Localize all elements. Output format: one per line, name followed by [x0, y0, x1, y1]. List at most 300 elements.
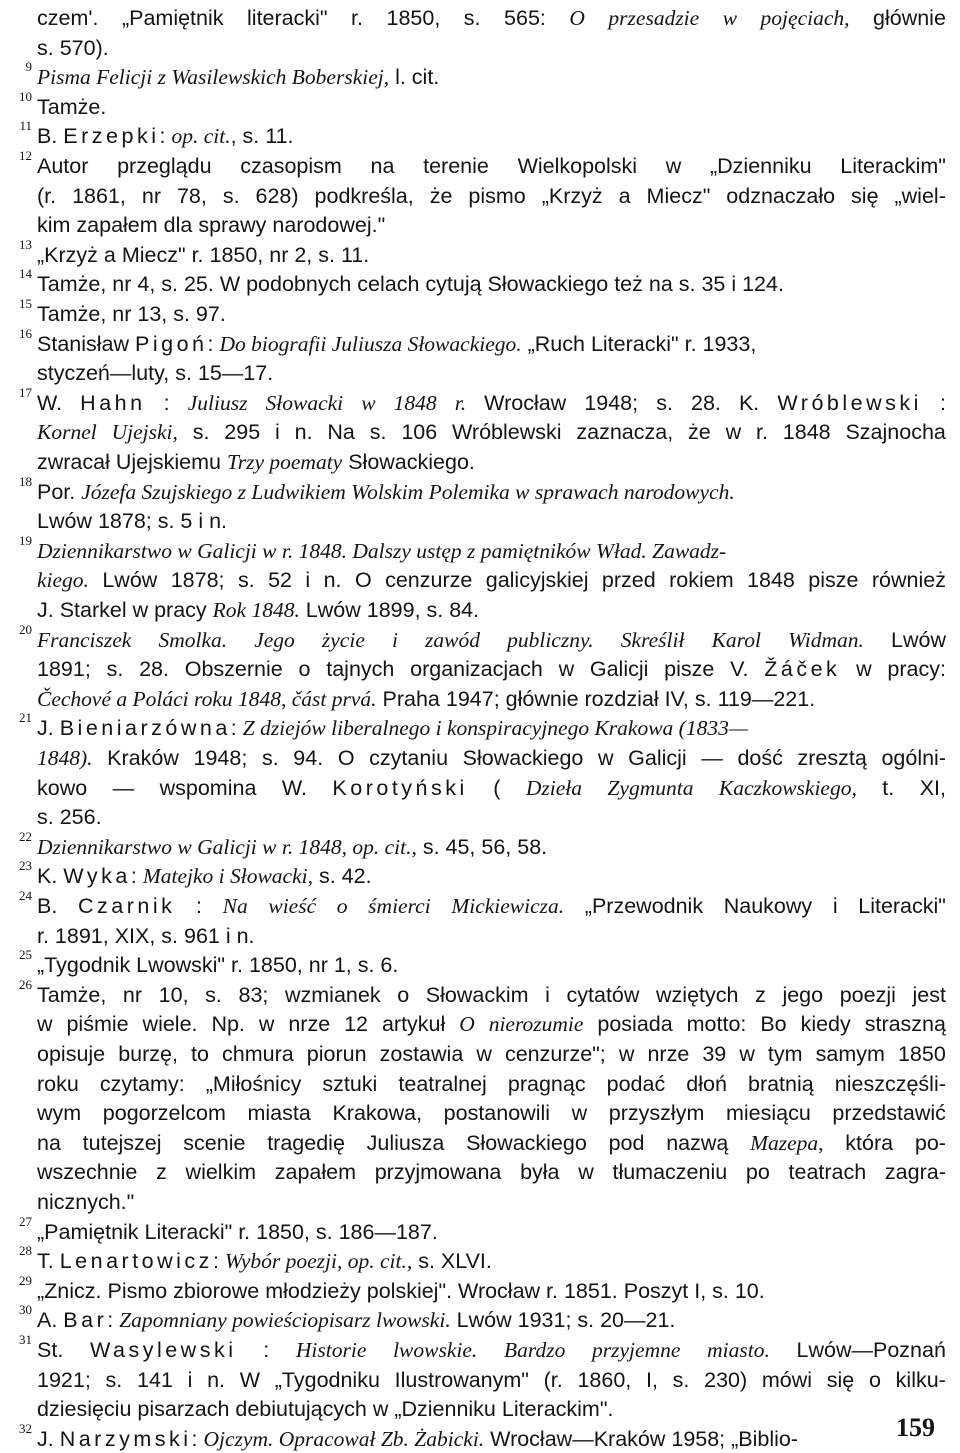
footnote-segment: r. 1891, XIX, s. 961 i n.: [37, 923, 255, 948]
footnote-text: [37, 182, 946, 210]
footnote-word: straszną: [864, 1012, 946, 1037]
footnote-segment: Lwów 1878; s. 5 i n.: [37, 509, 228, 534]
footnote-word: s.: [205, 982, 222, 1007]
footnote-word: Mazepa,: [750, 1130, 824, 1155]
footnote-word: „Miłośnicy: [205, 1071, 302, 1096]
footnote-word: s.: [105, 1367, 123, 1392]
footnote-word: XI,: [919, 775, 946, 800]
footnote-word: s.: [222, 183, 240, 208]
footnote-word: że: [429, 183, 453, 208]
footnote-word: jest: [912, 982, 946, 1007]
footnote-word: nr: [141, 183, 161, 208]
footnote-word: 39: [702, 1042, 727, 1066]
footnote-word: kowo: [37, 775, 88, 800]
footnote-word: r.: [351, 6, 363, 30]
footnote-word: r.: [454, 390, 467, 415]
footnote-word: tajnych: [326, 657, 395, 682]
footnote-word: Krakowa,: [332, 1101, 423, 1126]
footnote-word: Kraków: [107, 746, 179, 770]
footnote-word: (r.: [37, 183, 57, 208]
footnote-word: i: [275, 420, 280, 445]
footnote-segment: Narzymski: [59, 1426, 192, 1451]
footnote-segment: J. Starkel w pracy: [37, 598, 213, 622]
footnote-word: podkreśla,: [314, 183, 414, 208]
footnote-word: 1948;: [193, 746, 248, 770]
footnote-text: [37, 211, 385, 239]
footnote-word: pojęciach,: [760, 6, 850, 30]
footnote-word: Hahn: [80, 390, 146, 415]
footnote-word: nazwą: [666, 1130, 729, 1155]
footnote-word: :: [163, 390, 170, 415]
footnote-segment: , s. 11.: [230, 124, 294, 149]
footnote-word: kilku-: [895, 1367, 946, 1392]
footnote-word: a: [618, 183, 631, 208]
footnote-segment: Z dziejów liberalnego i konspiracyjnego Krakowa (1833—: [242, 716, 748, 741]
footnote-text: [37, 685, 815, 713]
footnote-word: 1850,: [386, 6, 441, 30]
footnote-word: t.: [882, 775, 895, 800]
footnote-segment: Lenartowicz: [59, 1249, 213, 1274]
footnote-number: 23: [19, 858, 32, 874]
page-number: 159: [896, 1413, 935, 1442]
footnote-word: sztuki: [322, 1071, 378, 1096]
footnote-word: wielkim: [185, 1160, 257, 1185]
footnote-text: [37, 862, 372, 890]
footnote-text: [37, 1366, 946, 1394]
footnote-word: przyjemne: [592, 1338, 681, 1362]
footnote-segment: Čechové a Poláci roku 1848, část prvá.: [37, 686, 377, 711]
footnote-text: [37, 626, 946, 654]
footnote-word: cenzurze: [385, 568, 473, 593]
footnote-number: 30: [19, 1302, 32, 1318]
footnote-segment: Dziennikarstwo w Galicji w r. 1848, op. cit.,: [37, 834, 417, 859]
footnote-text: [37, 63, 439, 91]
footnote-segment: s. 570).: [37, 35, 109, 60]
footnote-word: Historie: [295, 1338, 367, 1362]
footnote-segment: Do biografii Juliusza Słowackiego.: [219, 331, 522, 356]
footnote-word: o: [397, 982, 410, 1007]
footnote-segment: Dziennikarstwo w Galicji w r. 1848. Dalszy ustęp z pamiętników Wład. Zawadz-: [37, 538, 727, 563]
footnote-segment: Wrocław—Kraków 1958; „Biblio-: [484, 1426, 799, 1451]
footnote-word: teatralnej: [398, 1071, 487, 1096]
footnote-word: śmierci: [368, 894, 431, 918]
footnote-word: pod: [608, 1130, 645, 1155]
footnote-word: 83;: [238, 982, 269, 1007]
footnote-word: podać: [606, 1071, 666, 1096]
footnote-segment: s. 45, 56, 58.: [416, 834, 548, 859]
footnote-word: o: [868, 1367, 881, 1392]
footnote-word: posiada: [597, 1012, 673, 1037]
footnote-word: tłumaczeniu: [612, 1160, 728, 1185]
footnote-word: Tamże,: [37, 982, 107, 1007]
footnote-word: samym: [815, 1042, 885, 1066]
footnote-word: pragnąc: [507, 1071, 586, 1096]
footnote-word: zapałem: [274, 1160, 356, 1185]
footnote-word: W: [239, 1367, 261, 1392]
footnote-number: 9: [25, 59, 32, 75]
footnote-text: [37, 1010, 946, 1038]
footnote-segment: s. 42.: [312, 864, 372, 889]
footnote-text: [37, 270, 784, 298]
footnote-word: 565:: [504, 6, 546, 30]
footnote-segment: Matejko i Słowacki,: [142, 864, 313, 889]
footnote-number: 21: [19, 710, 32, 726]
footnote-text: [37, 1395, 613, 1423]
footnote-segment: J.: [37, 716, 60, 741]
footnote-word: po: [745, 1160, 770, 1185]
footnote-word: przyjmowana: [374, 1160, 502, 1185]
footnote-word: „Tygodniku: [274, 1367, 380, 1392]
footnote-word: s.: [192, 420, 210, 445]
footnote-word: motto:: [686, 1012, 747, 1037]
footnote-segment: „Ruch Literacki" r. 1933,: [521, 331, 757, 356]
footnote-number: 25: [19, 947, 32, 963]
footnote-word: Wielkopolski: [517, 154, 638, 178]
footnote-word: Lwów: [891, 627, 946, 652]
footnote-text: [37, 951, 398, 979]
footnote-number: 15: [19, 296, 32, 311]
footnote-word: jego: [782, 982, 824, 1007]
footnote-text: [37, 1129, 946, 1157]
footnote-segment: Por.: [37, 479, 82, 504]
footnote-number: 32: [19, 1420, 32, 1436]
footnote-word: czem'.: [37, 6, 99, 30]
footnote-number: 28: [19, 1243, 32, 1259]
footnote-word: wzmianek: [285, 982, 381, 1007]
footnote-text: [37, 1425, 798, 1453]
footnote-word: Widman.: [788, 627, 864, 652]
footnote-segment: K.: [37, 864, 64, 889]
footnote-word: Kornel: [37, 420, 97, 445]
footnote-word: w: [571, 1101, 588, 1126]
footnote-word: pisze: [808, 568, 859, 593]
footnote-word: Ilustrowanym": [394, 1367, 529, 1392]
footnote-word: St.: [37, 1338, 64, 1362]
footnote-text: [37, 418, 946, 446]
footnote-word: Juliusza: [366, 1130, 445, 1155]
footnote-word: 52: [268, 568, 292, 593]
footnote-word: s.: [106, 657, 124, 682]
footnote-text: [37, 1247, 492, 1275]
footnote-word: scenie: [183, 1130, 246, 1155]
footnote-number: 12: [19, 148, 32, 163]
footnote-word: nrze: [647, 1042, 690, 1066]
footnote-word: tragedię: [267, 1130, 345, 1155]
footnote-segment: Wybór poezji, op. cit.,: [224, 1249, 413, 1274]
footnote-word: że: [688, 420, 711, 445]
footnote-word: 230): [704, 1367, 748, 1392]
footnote-word: się: [826, 1367, 855, 1392]
footnote-word: mówi: [761, 1367, 813, 1392]
footnote-word: zostawia: [379, 1042, 464, 1066]
footnote-word: 106: [401, 420, 438, 445]
footnote-word: piśmie: [66, 1012, 129, 1037]
footnote-segment: :: [107, 1308, 120, 1333]
footnote-word: przed: [601, 568, 656, 593]
footnote-word: O: [569, 6, 585, 30]
footnote-word: przeglądu: [117, 154, 212, 178]
footnote-word: (: [493, 775, 501, 800]
footnote-segment: Bar: [63, 1308, 108, 1333]
footnote-word: odznaczało: [726, 183, 836, 208]
footnote-segment: Tamże.: [37, 94, 107, 119]
footnote-word: „Krzyż: [541, 183, 603, 208]
footnote-word: —: [701, 746, 723, 770]
footnote-word: o: [336, 894, 348, 918]
footnote-word: „Dzienniku: [710, 154, 812, 178]
footnote-word: organizacjach: [410, 657, 543, 682]
footnote-word: nrze: [288, 1012, 331, 1037]
footnote-word: Zygmunta: [607, 775, 694, 800]
footnote-segment: Pisma Felicji z Wasilewskich Boberskiej,: [37, 65, 390, 90]
footnote-segment: „Tygodnik Lwowski" r. 1850, nr 1, s. 6.: [37, 953, 399, 978]
footnote-word: 141: [136, 1367, 173, 1392]
footnote-word: w: [739, 1042, 755, 1066]
footnote-word: publiczny.: [507, 627, 594, 652]
footnote-word: o: [298, 657, 311, 682]
footnote-word: :: [939, 390, 946, 415]
footnote-word: pogorzelcom: [102, 1101, 226, 1126]
footnote-segment: Lwów 1931; s. 20—21.: [450, 1308, 676, 1333]
footnote-word: 1848: [782, 420, 831, 445]
footnote-word: z: [156, 1160, 167, 1185]
footnote-number: 11: [19, 118, 32, 134]
footnote-text: [37, 1040, 946, 1068]
footnote-word: Słowackim: [425, 982, 529, 1007]
footnote-word: „wiel-: [894, 183, 946, 208]
footnote-word: Słowackiego: [462, 746, 584, 770]
footnote-word: O: [354, 568, 372, 593]
footnote-segment: Trzy poematy: [226, 450, 343, 474]
footnote-word: opisuje: [37, 1042, 106, 1066]
footnote-word: Czarnik: [77, 894, 176, 918]
footnote-text: [37, 1277, 765, 1305]
footnote-word: Na: [327, 420, 355, 445]
footnote-word: w: [476, 1042, 492, 1066]
footnote-word: bratnią: [747, 1071, 814, 1096]
footnote-segment: Pigoń: [135, 331, 208, 356]
footnote-text: [37, 300, 226, 328]
footnote-segment: :: [159, 124, 172, 149]
footnote-text: [37, 507, 227, 535]
footnote-word: r.: [755, 420, 768, 445]
footnote-word: s.: [672, 1367, 690, 1392]
footnote-word: Jego: [254, 627, 295, 652]
footnote-word: w: [598, 746, 614, 770]
footnote-segment: :: [191, 1426, 204, 1451]
footnote-word: „Przewodnik: [584, 894, 704, 918]
footnote-word: Szajnocha: [845, 420, 946, 445]
footnote-segment: :: [230, 716, 243, 741]
footnote-word: Literacki": [858, 894, 946, 918]
footnote-number: 27: [19, 1213, 32, 1229]
footnote-text: [37, 1158, 946, 1186]
footnote-text: [37, 93, 106, 121]
footnote-segment: op. cit.: [171, 124, 231, 149]
footnote-word: O: [337, 746, 355, 770]
footnote-word: n.: [294, 420, 313, 445]
footnote-segment: :: [130, 864, 143, 889]
footnote-text: [37, 448, 475, 476]
footnote-segment: Lwów 1899, s. 84.: [299, 598, 480, 622]
footnote-word: głównie: [873, 6, 946, 30]
footnote-word: 10,: [158, 982, 189, 1007]
footnote-word: pisze: [664, 657, 715, 682]
footnote-text: [37, 389, 946, 417]
footnote-word: zagra-: [884, 1160, 946, 1185]
footnote-segment: kim zapałem dla sprawy narodowej.": [37, 213, 386, 238]
footnote-word: 94.: [293, 746, 324, 770]
footnote-word: w: [578, 1160, 594, 1185]
footnote-number: 20: [19, 621, 32, 637]
footnote-word: z: [755, 982, 766, 1007]
footnote-word: 1878;: [170, 568, 225, 593]
footnote-word: 12: [344, 1012, 369, 1037]
footnote-text: [37, 359, 273, 387]
footnote-word: Autor: [37, 154, 89, 178]
footnote-word: 628): [255, 183, 299, 208]
footnote-text: [37, 744, 946, 772]
footnote-word: rokiem: [669, 568, 734, 593]
footnote-word: s.: [237, 568, 255, 593]
footnote-segment: Ojczym. Opracował Zb. Żabicki.: [203, 1426, 485, 1451]
footnote-word: w: [618, 1042, 635, 1066]
footnote-word: n.: [323, 568, 342, 593]
footnote-word: I,: [646, 1367, 658, 1392]
footnote-word: cytatów: [566, 982, 640, 1007]
footnote-word: Na: [222, 894, 248, 918]
footnote-word: Bardzo: [504, 1338, 566, 1362]
footnote-text: [37, 1336, 946, 1364]
footnote-word: tym: [767, 1042, 803, 1066]
footnote-text: [37, 833, 547, 861]
footnote-word: wziętych: [656, 982, 739, 1007]
footnote-word: 295: [224, 420, 261, 445]
footnote-word: V.: [730, 657, 749, 682]
footnote-word: Słowackiego: [466, 1130, 587, 1155]
footnote-segment: Zapomniany powieściopisarz lwowski.: [119, 1308, 451, 1333]
footnote-text: [37, 1070, 946, 1098]
footnote-word: Korotyński: [332, 775, 468, 800]
footnote-number: 18: [19, 473, 32, 489]
footnote-number: 31: [19, 1332, 32, 1347]
footnote-word: nieszczęśli-: [834, 1071, 946, 1096]
footnote-word: 78,: [176, 183, 207, 208]
footnote-text: [37, 1188, 134, 1216]
footnote-segment: A.: [37, 1308, 64, 1333]
footnote-word: przesadzie: [608, 6, 700, 30]
footnote-segment: B.: [37, 124, 64, 149]
footnote-text: [37, 122, 294, 150]
footnote-word: i: [545, 982, 550, 1007]
footnote-text: [37, 803, 102, 831]
footnote-word: 1848: [747, 568, 795, 593]
footnote-number: 16: [19, 325, 32, 341]
footnote-segment: styczeń—luty, s. 15—17.: [37, 361, 274, 386]
footnote-word: w: [722, 6, 738, 30]
footnote-word: wym: [37, 1101, 82, 1126]
footnote-segment: Wyka: [63, 864, 131, 889]
footnote-text: [37, 537, 726, 565]
footnote-segment: s. 256.: [37, 805, 102, 830]
footnote-word: K.: [738, 390, 760, 415]
footnote-word: wieść: [268, 894, 317, 918]
footnote-word: Literackim": [840, 154, 946, 178]
footnote-word: zawód: [425, 627, 480, 652]
footnote-word: zresztą: [797, 746, 867, 770]
footnote-text: [37, 774, 946, 802]
footnote-word: 1848).: [37, 746, 93, 770]
footnote-word: która: [845, 1130, 894, 1155]
footnote-text: [37, 241, 369, 269]
footnote-word: O: [459, 1012, 475, 1037]
footnote-word: 28.: [139, 657, 169, 682]
footnote-text: [37, 330, 756, 358]
footnote-word: w: [856, 657, 872, 682]
footnote-word: i: [391, 627, 398, 652]
footnote-word: kiedy: [800, 1012, 851, 1037]
footnote-segment: „Krzyż a Miecz" r. 1850, nr 2, s. 11.: [37, 242, 370, 267]
footnote-segment: „Znicz. Pismo zbiorowe młodzieży polskiej". Wrocław r. 1851. Poszyt I, s. 10.: [37, 1278, 765, 1303]
footnote-word: dłoń: [686, 1071, 727, 1096]
footnote-word: wszechnie: [37, 1160, 138, 1185]
footnote-text: [37, 1099, 946, 1127]
footnote-word: czytaniu: [369, 746, 449, 770]
footnote-word: Miecz": [646, 183, 711, 208]
footnote-word: w: [361, 390, 376, 415]
footnote-segment: Erzepki: [63, 124, 160, 149]
footnote-word: terenie: [423, 154, 489, 178]
footnote-number: 10: [19, 88, 32, 104]
footnote-segment: „Pamiętnik Literacki" r. 1850, s. 186—187.: [37, 1219, 438, 1244]
footnote-word: W.: [37, 390, 63, 415]
footnote-word: czytamy:: [99, 1071, 185, 1096]
footnote-text: [37, 478, 735, 506]
footnote-word: w: [37, 1012, 53, 1037]
footnote-segment: :: [212, 1249, 225, 1274]
footnote-segment: J.: [37, 1426, 60, 1451]
footnote-word: życie: [321, 627, 365, 652]
footnote-text: [37, 981, 946, 1009]
footnote-word: na: [370, 154, 395, 178]
footnote-word: Franciszek: [37, 627, 132, 652]
footnote-word: i: [187, 1367, 193, 1392]
footnote-word: :: [196, 894, 202, 918]
footnote-word: dość: [737, 746, 783, 770]
footnote-word: B.: [37, 894, 58, 918]
footnote-word: 28.: [691, 390, 721, 415]
footnote-word: :: [263, 1338, 270, 1362]
footnote-word: chmura: [222, 1042, 294, 1066]
footnote-word: nr: [122, 982, 143, 1007]
footnote-word: galicyjskiej: [485, 568, 589, 593]
footnote-word: Juliusz: [187, 390, 248, 415]
footnote-word: na: [37, 1130, 61, 1155]
footnote-word: Dzieła: [525, 775, 582, 800]
footnote-word: w: [725, 420, 742, 445]
footnote-word: miasta: [247, 1101, 311, 1126]
footnote-segment: nicznych.": [37, 1190, 135, 1214]
footnote-text: [37, 596, 479, 624]
footnote-segment: T.: [37, 1249, 60, 1274]
footnote-text: [37, 1306, 675, 1334]
footnote-word: 1948;: [584, 390, 639, 415]
footnote-segment: dziesięciu pisarzach debiutujących w „Dzienniku Literackim".: [37, 1397, 614, 1422]
footnote-word: wspomina: [159, 775, 257, 800]
footnote-segment: Rok 1848.: [212, 598, 300, 622]
footnote-word: Obszernie: [184, 657, 283, 682]
footnote-text: [37, 655, 946, 683]
